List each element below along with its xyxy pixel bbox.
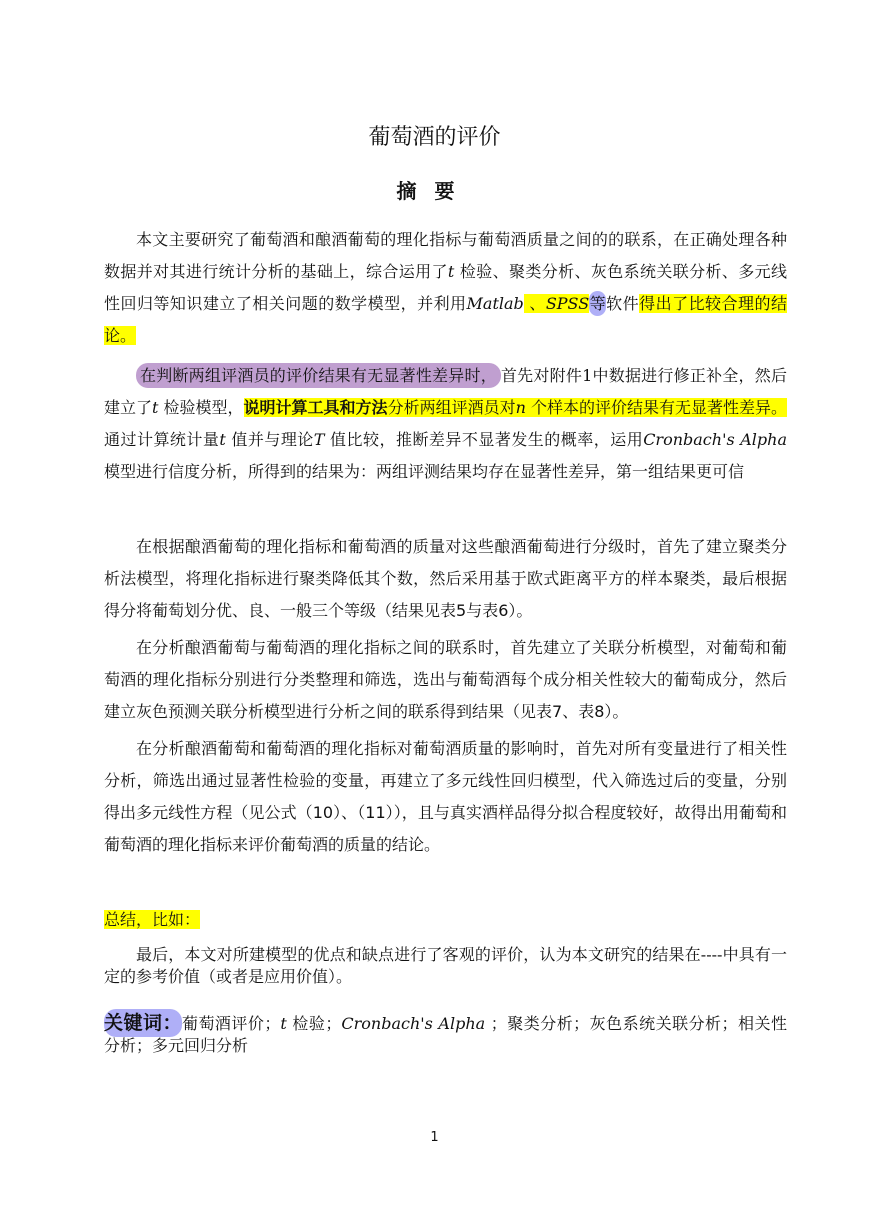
p2-text-g: 通过计算统计量 <box>104 430 220 449</box>
abstract-paragraph-2 <box>104 360 787 488</box>
summary-label-line <box>104 904 787 936</box>
p1-matlab: Matlab <box>466 294 524 313</box>
abstract-paragraph-3 <box>104 531 787 627</box>
p5-formula-11: 11 <box>365 803 386 822</box>
p5-text-a: 在分析酿酒葡萄和葡萄酒的理化指标对葡萄酒质量的影响时，首先对所有变量进行了相关性分析，筛选出通过显著性检验的变量，再建立了多元线性回归模型，代入筛选过后的变量，分别得出多元线性方程（见公式（ <box>104 739 787 822</box>
p2-num: 1 <box>582 366 593 385</box>
abstract-paragraph-1 <box>104 224 787 352</box>
abstract-heading: 摘要 <box>396 179 473 203</box>
p4-table-7: 7 <box>552 702 563 721</box>
abstract-paragraph-4 <box>104 632 787 728</box>
p1-text-a: 本文主要研究了葡萄酒和酿酒葡萄的理化指标与葡萄酒质量之间的的联系，在正确处理各种数据并对其进行统计分析的基础上，综合运用了 <box>104 230 787 281</box>
p4-text-c: ）。 <box>604 702 629 721</box>
p2-text-j: 模型进行信度分析，所得到的结果为：两组评测结果均存在显著性差异，第一组结果更可信 <box>104 462 745 481</box>
p3-text-c: ）。 <box>508 601 533 620</box>
p3-table-6: 6 <box>498 601 509 620</box>
p1-conclusion-highlight: 得出了比较合理的结论。 <box>104 294 787 345</box>
p2-cronbach: Cronbach's Alpha <box>643 430 787 449</box>
p2-method-highlight: 说明计算工具和方法 <box>243 398 388 417</box>
p4-text-b: 、表 <box>562 702 595 721</box>
p2-question-marker: 在判断两组评酒员的评价结果有无显著性差异时， <box>136 363 501 388</box>
p5-text-b: ）、（ <box>333 803 366 822</box>
p1-t-symbol: t <box>447 262 455 281</box>
p2-text-c: 检验模型， <box>158 398 244 417</box>
p2-text-h: 值并与理论 <box>225 430 314 449</box>
p2-text-e: 分析两组评酒员对 <box>387 398 516 417</box>
p2-text-b2: 中数据进行修正补全，然后建立了 <box>104 366 787 417</box>
p3-table-5: 5 <box>456 601 467 620</box>
p4-table-8: 8 <box>594 702 605 721</box>
keywords-label: 关键词： <box>104 1009 182 1037</box>
p2-n-symbol: n <box>515 398 526 417</box>
summary-label: 总结，比如： <box>104 910 201 929</box>
keywords-cronbach: Cronbach's Alpha <box>341 1014 486 1033</box>
p3-text-a: 在根据酿酒葡萄的理化指标和葡萄酒的质量对这些酿酒葡萄进行分级时，首先了建立聚类分析法模型，将理化指标进行聚类降低其个数，然后采用基于欧式距离平方的样本聚类，最后根据得分将葡萄划分优、良、一般三个等级（结果见表 <box>104 537 787 620</box>
keywords-t-symbol: t <box>280 1014 287 1033</box>
p2-text-i: 值比较，推断差异不显著发生的概率，运用 <box>324 430 644 449</box>
keywords-c: ；聚类分析；灰色系统关联分析；相关性分析；多元回归分析 <box>104 1014 787 1055</box>
p2-T-symbol: T <box>313 430 325 449</box>
keywords-a: 葡萄酒评价； <box>181 1014 281 1033</box>
p1-spss-marker: 等 <box>589 291 606 316</box>
p2-t2-symbol: t <box>219 430 226 449</box>
page-number: 1 <box>430 1130 439 1145</box>
p3-text-b: 与表 <box>466 601 499 620</box>
p4-text-a: 在分析酿酒葡萄与葡萄酒的理化指标之间的联系时，首先建立了关联分析模型，对葡萄和葡萄酒的理化指标分别进行分类整理和筛选，选出与葡萄酒每个成分相关性较大的葡萄成分，然后建立灰色预测关联分析模型进行分析之间的联系得到结果（见表 <box>104 638 787 721</box>
p5-formula-10: 10 <box>312 803 334 822</box>
abstract-paragraph-5 <box>104 733 787 861</box>
p5-text-c: ）），且与真实酒样品得分拟合程度较好，故得出用葡萄和葡萄酒的理化指标来评价葡萄酒的质量的结论。 <box>104 803 787 854</box>
keywords-line <box>104 1012 787 1057</box>
p2-text-f: 个样本的评价结果有无显著性差异。 <box>525 398 787 417</box>
p1-text-c: 软件 <box>606 294 640 313</box>
document-title: 葡萄酒的评价 <box>368 125 501 150</box>
p2-text-b: 首先对附件 <box>500 366 583 385</box>
p1-text-b: 检验、聚类分析、灰色系统关联分析、多元线性回归等知识建立了相关问题的数学模型，并利用 <box>104 262 787 313</box>
p1-separator-highlight: 、 <box>523 294 546 313</box>
abstract-paragraph-6: 最后，本文对所建模型的优点和缺点进行了客观的评价，认为本文研究的结果在----中具有一定的参考价值（或者是应用价值）。 <box>104 945 787 986</box>
p1-spss-highlight: SPSS <box>545 294 590 313</box>
keywords-b: 检验； <box>286 1014 342 1033</box>
p2-t-symbol: t <box>152 398 159 417</box>
